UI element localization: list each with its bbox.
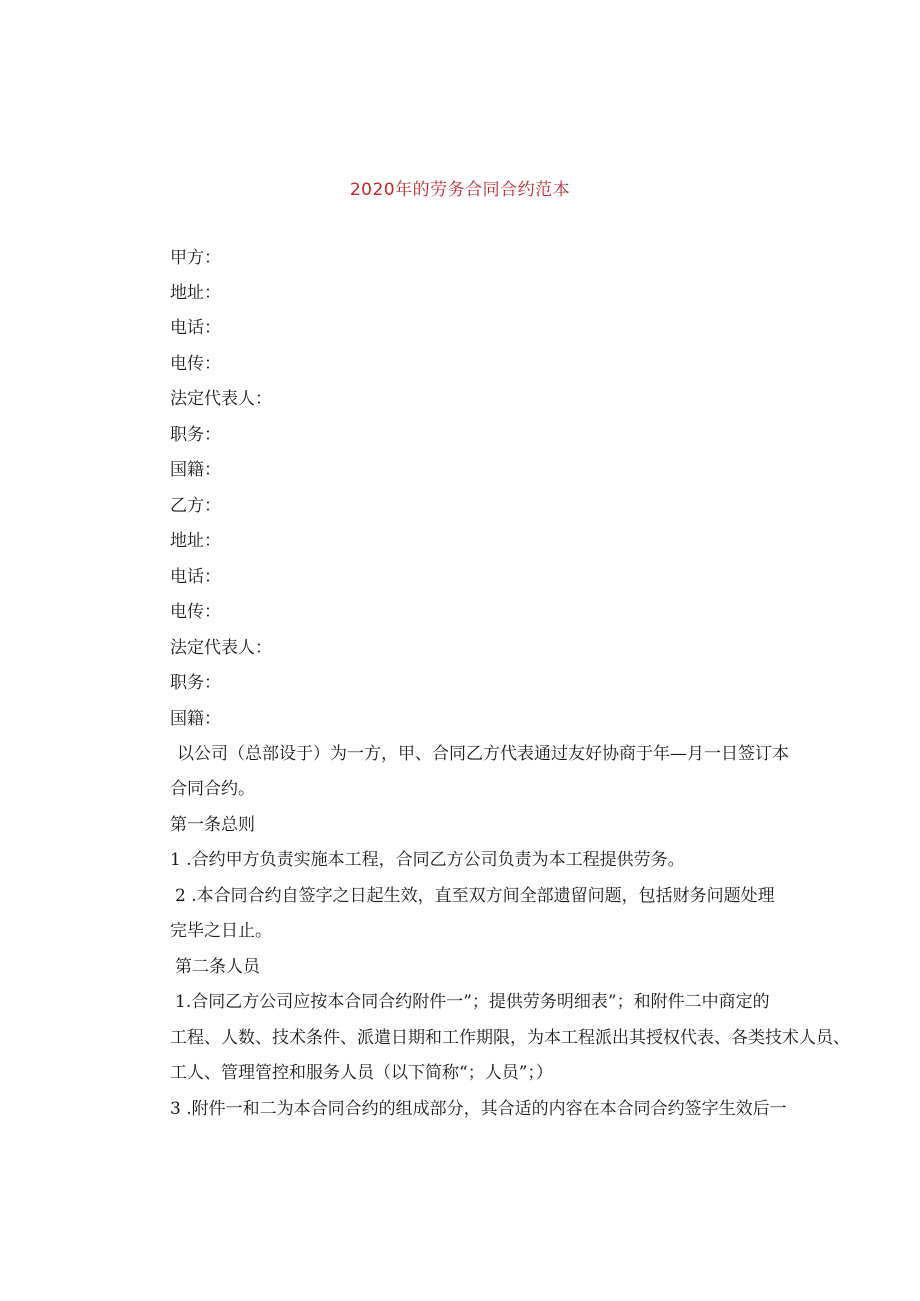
- article-2-item-1-line-3: 工人、管理管控和服务人员（以下简称“；人员”；）: [170, 1063, 553, 1083]
- party-a-address-label: 地址：: [170, 283, 221, 303]
- article-2-heading: 第二条人员: [175, 957, 260, 977]
- party-b-label: 乙方：: [170, 496, 221, 516]
- article-1-item-2-line-2: 完毕之日止。: [170, 921, 272, 941]
- document-title: 2020年的劳务合同合约范本: [349, 180, 571, 200]
- party-b-nationality-label: 国籍：: [170, 709, 221, 729]
- intro-line-2: 合同合约。: [170, 779, 255, 799]
- party-a-label: 甲方：: [170, 248, 221, 268]
- party-b-address-label: 地址：: [170, 531, 221, 551]
- article-1-item-1: 1 .合约甲方负责实施本工程，合同乙方公司负责为本工程提供劳务。: [170, 850, 685, 870]
- party-a-nationality-label: 国籍：: [170, 460, 221, 480]
- party-b-position-label: 职务：: [170, 673, 221, 693]
- article-2-item-1-line-1: 1.合同乙方公司应按本合同合约附件一”；提供劳务明细表”；和附件二中商定的: [175, 992, 770, 1012]
- party-a-rep-label: 法定代表人：: [170, 389, 272, 409]
- party-a-fax-label: 电传：: [170, 354, 221, 374]
- article-2-item-3-line-1: 3 .附件一和二为本合同合约的组成部分，其合适的内容在本合同合约签字生效后一: [170, 1099, 787, 1119]
- party-b-phone-label: 电话：: [170, 567, 221, 587]
- article-1-heading: 第一条总则: [170, 815, 255, 835]
- party-b-rep-label: 法定代表人：: [170, 638, 272, 658]
- party-b-fax-label: 电传：: [170, 602, 221, 622]
- article-2-item-1-line-2: 工程、人数、技术条件、派遣日期和工作期限，为本工程派出其授权代表、各类技术人员、: [170, 1028, 850, 1048]
- article-1-item-2-line-1: 2 .本合同合约自签字之日起生效，直至双方间全部遗留问题，包括财务问题处理: [175, 886, 775, 906]
- intro-line-1: 以公司（总部设于）为一方，甲、合同乙方代表通过友好协商于年—月一日签订本: [177, 744, 789, 764]
- party-a-phone-label: 电话：: [170, 318, 221, 338]
- party-a-position-label: 职务：: [170, 425, 221, 445]
